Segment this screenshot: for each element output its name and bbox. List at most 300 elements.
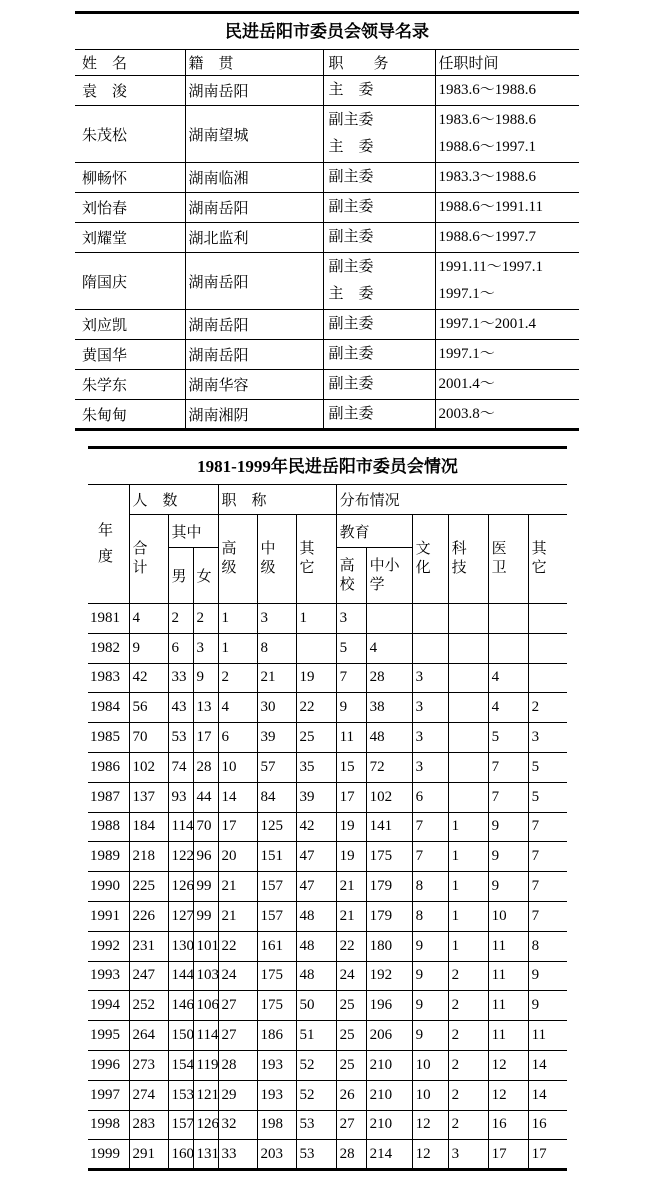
medical-cell: 9: [488, 812, 528, 842]
college-cell: 7: [336, 663, 366, 693]
college-cell: 21: [336, 901, 366, 931]
female-cell: 17: [193, 723, 218, 753]
scitech-cell: [448, 693, 488, 723]
college-cell: 5: [336, 633, 366, 663]
table2-header-row-groups: [88, 485, 567, 515]
other-title-cell: 52: [296, 1050, 336, 1080]
scitech-cell: 2: [448, 1050, 488, 1080]
stats-table-section: [88, 446, 567, 1171]
male-cell: 126: [168, 872, 193, 902]
scitech-cell: 1: [448, 812, 488, 842]
senior-cell: 17: [218, 812, 257, 842]
label-line: 医: [491, 541, 507, 557]
origin-cell: 湖南岳阳: [185, 310, 323, 340]
medical-cell: 9: [488, 842, 528, 872]
stats-row: [88, 872, 567, 902]
duty-cell: [323, 253, 435, 310]
year-cell: 1997: [88, 1080, 129, 1110]
group-header-titles: 职 称: [218, 485, 336, 515]
senior-cell: 10: [218, 752, 257, 782]
table2-title: 1981-1999年民进岳阳市委员会情况: [197, 457, 458, 476]
stats-row: [88, 752, 567, 782]
total-cell: 56: [129, 693, 168, 723]
leadership-table-section: [75, 11, 579, 431]
total-cell: 9: [129, 633, 168, 663]
medical-cell: 11: [488, 961, 528, 991]
male-cell: 122: [168, 842, 193, 872]
middle-cell: 157: [257, 872, 296, 902]
school-cell: 72: [366, 752, 412, 782]
name-cell: 柳畅怀: [75, 163, 185, 193]
middle-cell: 175: [257, 961, 296, 991]
total-cell: 273: [129, 1050, 168, 1080]
senior-cell: 6: [218, 723, 257, 753]
origin-cell: 湖南望城: [185, 106, 323, 163]
duty-cell-line: 副主委: [328, 316, 374, 332]
college-cell: 25: [336, 1050, 366, 1080]
culture-cell: 7: [412, 842, 448, 872]
culture-cell: 10: [412, 1080, 448, 1110]
middle-cell: 3: [257, 604, 296, 634]
stats-row: [88, 1110, 567, 1140]
senior-cell: 33: [218, 1140, 257, 1170]
total-cell: 4: [129, 604, 168, 634]
group-header-population: 人 数: [129, 485, 218, 515]
other-title-cell: 48: [296, 901, 336, 931]
middle-cell: 39: [257, 723, 296, 753]
male-cell: 160: [168, 1140, 193, 1170]
label-line: 合: [132, 541, 148, 557]
other-dist-cell: 2: [528, 693, 567, 723]
culture-cell: 9: [412, 931, 448, 961]
scitech-cell: 1: [448, 872, 488, 902]
year-cell: 1990: [88, 872, 129, 902]
label-line: 它: [531, 560, 547, 576]
scitech-cell: [448, 782, 488, 812]
tenure-cell-line: 2001.4～: [438, 376, 495, 392]
scitech-cell: 2: [448, 991, 488, 1021]
scitech-cell: 1: [448, 901, 488, 931]
female-cell: 119: [193, 1050, 218, 1080]
college-cell: 17: [336, 782, 366, 812]
medical-cell: [488, 633, 528, 663]
col-header-culture: [412, 515, 448, 604]
school-cell: 192: [366, 961, 412, 991]
origin-cell: 湖南临湘: [185, 163, 323, 193]
col-header-total: [129, 515, 168, 604]
label-line: 技: [451, 560, 467, 576]
label-line: 化: [415, 560, 431, 576]
leadership-table: [75, 49, 579, 431]
name-cell: 朱甸甸: [75, 400, 185, 430]
stats-row: [88, 961, 567, 991]
male-cell: 74: [168, 752, 193, 782]
other-title-cell: 47: [296, 872, 336, 902]
total-cell: 231: [129, 931, 168, 961]
other-dist-cell: 7: [528, 842, 567, 872]
culture-cell: 12: [412, 1110, 448, 1140]
male-cell: 130: [168, 931, 193, 961]
culture-cell: [412, 604, 448, 634]
roster-row: [75, 106, 579, 163]
origin-cell: 湖南岳阳: [185, 76, 323, 106]
year-cell: 1998: [88, 1110, 129, 1140]
senior-cell: 28: [218, 1050, 257, 1080]
medical-cell: 5: [488, 723, 528, 753]
label-line: 校: [339, 576, 355, 593]
other-title-cell: 42: [296, 812, 336, 842]
female-cell: 126: [193, 1110, 218, 1140]
year-cell: 1994: [88, 991, 129, 1021]
senior-cell: 24: [218, 961, 257, 991]
scitech-cell: 2: [448, 1110, 488, 1140]
scitech-cell: [448, 604, 488, 634]
col-header-medical: [488, 515, 528, 604]
senior-cell: 2: [218, 663, 257, 693]
school-cell: 141: [366, 812, 412, 842]
school-cell: 210: [366, 1080, 412, 1110]
other-title-cell: 25: [296, 723, 336, 753]
school-cell: 4: [366, 633, 412, 663]
year-cell: 1984: [88, 693, 129, 723]
culture-cell: [412, 633, 448, 663]
female-cell: 9: [193, 663, 218, 693]
middle-cell: 193: [257, 1080, 296, 1110]
female-cell: 114: [193, 1021, 218, 1051]
school-cell: 210: [366, 1110, 412, 1140]
col-header-origin: 籍 贯: [185, 50, 323, 76]
total-cell: 184: [129, 812, 168, 842]
label-line: 高: [339, 557, 355, 574]
stats-row: [88, 1080, 567, 1110]
label-line: 它: [299, 560, 315, 576]
col-header-year: [88, 485, 129, 604]
roster-body: [75, 76, 579, 430]
other-title-cell: 19: [296, 663, 336, 693]
col-header-female: 女: [193, 548, 218, 604]
other-dist-cell: 9: [528, 991, 567, 1021]
male-cell: 146: [168, 991, 193, 1021]
middle-cell: 186: [257, 1021, 296, 1051]
duty-cell-line: 副主委: [328, 229, 374, 245]
duty-cell: [323, 310, 435, 340]
other-dist-cell: 7: [528, 901, 567, 931]
label-line: 中小: [369, 557, 400, 574]
name-cell: 刘怡春: [75, 193, 185, 223]
year-cell: 1982: [88, 633, 129, 663]
other-title-cell: 35: [296, 752, 336, 782]
group-header-bygender: 其中: [168, 515, 218, 548]
stats-body: [88, 604, 567, 1170]
other-title-cell: 48: [296, 931, 336, 961]
senior-cell: 21: [218, 872, 257, 902]
other-dist-cell: 16: [528, 1110, 567, 1140]
school-cell: [366, 604, 412, 634]
culture-cell: 10: [412, 1050, 448, 1080]
school-cell: 175: [366, 842, 412, 872]
tenure-cell: [435, 253, 579, 310]
culture-cell: 9: [412, 1021, 448, 1051]
female-cell: 28: [193, 752, 218, 782]
tenure-cell: [435, 106, 579, 163]
middle-cell: 125: [257, 812, 296, 842]
label-line: 度: [98, 549, 114, 565]
col-header-othertitle: [296, 515, 336, 604]
tenure-cell: [435, 163, 579, 193]
college-cell: 25: [336, 991, 366, 1021]
male-cell: 114: [168, 812, 193, 842]
col-header-name: 姓 名: [75, 50, 185, 76]
roster-row: [75, 340, 579, 370]
total-cell: 42: [129, 663, 168, 693]
middle-cell: 8: [257, 633, 296, 663]
stats-row: [88, 723, 567, 753]
male-cell: 153: [168, 1080, 193, 1110]
label-line: 科: [451, 541, 467, 557]
col-header-duty: 职 务: [323, 50, 435, 76]
school-cell: 180: [366, 931, 412, 961]
senior-cell: 20: [218, 842, 257, 872]
col-header-school: [366, 548, 412, 604]
other-dist-cell: 7: [528, 872, 567, 902]
other-title-cell: 52: [296, 1080, 336, 1110]
college-cell: 27: [336, 1110, 366, 1140]
senior-cell: 1: [218, 604, 257, 634]
roster-row: [75, 76, 579, 106]
culture-cell: 8: [412, 872, 448, 902]
label-line: 文: [415, 541, 431, 557]
total-cell: 247: [129, 961, 168, 991]
duty-cell: [323, 400, 435, 430]
total-cell: 274: [129, 1080, 168, 1110]
duty-cell-line: 副主委: [328, 169, 374, 185]
origin-cell: 湖南华容: [185, 370, 323, 400]
tenure-cell: [435, 193, 579, 223]
total-cell: 225: [129, 872, 168, 902]
col-header-scitech: [448, 515, 488, 604]
year-cell: 1983: [88, 663, 129, 693]
other-dist-cell: 11: [528, 1021, 567, 1051]
roster-row: [75, 400, 579, 430]
female-cell: 121: [193, 1080, 218, 1110]
tenure-cell-line: 1988.6～1991.11: [438, 199, 543, 215]
female-cell: 103: [193, 961, 218, 991]
roster-row: [75, 163, 579, 193]
medical-cell: [488, 604, 528, 634]
other-dist-cell: [528, 604, 567, 634]
other-dist-cell: 3: [528, 723, 567, 753]
college-cell: 21: [336, 872, 366, 902]
scitech-cell: 2: [448, 961, 488, 991]
medical-cell: 11: [488, 1021, 528, 1051]
total-cell: 226: [129, 901, 168, 931]
scitech-cell: 1: [448, 931, 488, 961]
female-cell: 99: [193, 872, 218, 902]
total-cell: 252: [129, 991, 168, 1021]
college-cell: 19: [336, 842, 366, 872]
col-header-tenure: 任职时间: [435, 50, 579, 76]
other-title-cell: 53: [296, 1110, 336, 1140]
middle-cell: 84: [257, 782, 296, 812]
other-dist-cell: 5: [528, 752, 567, 782]
label-line: 中: [260, 541, 276, 557]
school-cell: 102: [366, 782, 412, 812]
name-cell: 刘应凯: [75, 310, 185, 340]
other-dist-cell: [528, 663, 567, 693]
year-cell: 1981: [88, 604, 129, 634]
medical-cell: 10: [488, 901, 528, 931]
tenure-cell-line: 1983.6～1988.6: [438, 112, 537, 128]
duty-cell: [323, 76, 435, 106]
name-cell: 黄国华: [75, 340, 185, 370]
other-title-cell: [296, 633, 336, 663]
stats-row: [88, 782, 567, 812]
other-dist-cell: 9: [528, 961, 567, 991]
label-line: 计: [132, 560, 148, 576]
stats-row: [88, 604, 567, 634]
name-cell: 隋国庆: [75, 253, 185, 310]
scitech-cell: 1: [448, 842, 488, 872]
other-title-cell: 39: [296, 782, 336, 812]
senior-cell: 4: [218, 693, 257, 723]
school-cell: 179: [366, 872, 412, 902]
origin-cell: 湖南岳阳: [185, 340, 323, 370]
tenure-cell: [435, 223, 579, 253]
male-cell: 93: [168, 782, 193, 812]
medical-cell: 16: [488, 1110, 528, 1140]
year-cell: 1992: [88, 931, 129, 961]
name-cell: 朱学东: [75, 370, 185, 400]
school-cell: 196: [366, 991, 412, 1021]
label-line: 级: [221, 560, 237, 576]
duty-cell-line: 副主委: [328, 259, 374, 275]
other-title-cell: 50: [296, 991, 336, 1021]
school-cell: 210: [366, 1050, 412, 1080]
other-title-cell: 22: [296, 693, 336, 723]
college-cell: 22: [336, 931, 366, 961]
total-cell: 70: [129, 723, 168, 753]
middle-cell: 21: [257, 663, 296, 693]
roster-row: [75, 253, 579, 310]
duty-cell: [323, 106, 435, 163]
name-cell: 袁 浚: [75, 76, 185, 106]
stats-row: [88, 812, 567, 842]
medical-cell: 17: [488, 1140, 528, 1170]
college-cell: 24: [336, 961, 366, 991]
duty-cell: [323, 163, 435, 193]
school-cell: 28: [366, 663, 412, 693]
duty-cell-line: 主 委: [328, 286, 374, 302]
male-cell: 33: [168, 663, 193, 693]
duty-cell-line: 副主委: [328, 376, 374, 392]
col-header-college: [336, 548, 366, 604]
culture-cell: 3: [412, 663, 448, 693]
roster-row: [75, 193, 579, 223]
duty-cell: [323, 370, 435, 400]
other-dist-cell: 17: [528, 1140, 567, 1170]
culture-cell: 9: [412, 961, 448, 991]
college-cell: 19: [336, 812, 366, 842]
culture-cell: 12: [412, 1140, 448, 1170]
male-cell: 144: [168, 961, 193, 991]
scitech-cell: [448, 752, 488, 782]
college-cell: 9: [336, 693, 366, 723]
duty-cell-line: 副主委: [328, 405, 374, 422]
stats-row: [88, 693, 567, 723]
year-cell: 1996: [88, 1050, 129, 1080]
year-cell: 1988: [88, 812, 129, 842]
tenure-cell: [435, 340, 579, 370]
middle-cell: 161: [257, 931, 296, 961]
other-title-cell: 47: [296, 842, 336, 872]
scitech-cell: [448, 663, 488, 693]
group-header-education: 教育: [336, 515, 412, 548]
senior-cell: 1: [218, 633, 257, 663]
college-cell: 28: [336, 1140, 366, 1170]
origin-cell: 湖北监利: [185, 223, 323, 253]
col-header-middle: [257, 515, 296, 604]
middle-cell: 193: [257, 1050, 296, 1080]
origin-cell: 湖南岳阳: [185, 253, 323, 310]
senior-cell: 21: [218, 901, 257, 931]
other-title-cell: 51: [296, 1021, 336, 1051]
other-title-cell: 1: [296, 604, 336, 634]
col-header-senior: [218, 515, 257, 604]
other-dist-cell: 8: [528, 931, 567, 961]
year-cell: 1987: [88, 782, 129, 812]
tenure-cell-line: 2003.8～: [438, 405, 495, 422]
total-cell: 283: [129, 1110, 168, 1140]
other-dist-cell: 7: [528, 812, 567, 842]
female-cell: 2: [193, 604, 218, 634]
tenure-cell-line: 1997.1～2001.4: [438, 316, 537, 332]
stats-row: [88, 1021, 567, 1051]
roster-row: [75, 310, 579, 340]
year-cell: 1986: [88, 752, 129, 782]
stats-table: [88, 484, 567, 1171]
label-line: 其: [531, 541, 547, 557]
medical-cell: 12: [488, 1050, 528, 1080]
female-cell: 44: [193, 782, 218, 812]
total-cell: 291: [129, 1140, 168, 1170]
duty-cell-line: 主 委: [328, 139, 374, 155]
table1-header-row: [75, 50, 579, 76]
origin-cell: 湖南湘阴: [185, 400, 323, 430]
roster-row: [75, 223, 579, 253]
tenure-cell: [435, 370, 579, 400]
culture-cell: 3: [412, 752, 448, 782]
female-cell: 70: [193, 812, 218, 842]
table1-title: 民进岳阳市委员会领导名录: [225, 22, 429, 41]
male-cell: 127: [168, 901, 193, 931]
female-cell: 13: [193, 693, 218, 723]
duty-cell-line: 副主委: [328, 346, 374, 362]
year-cell: 1991: [88, 901, 129, 931]
male-cell: 43: [168, 693, 193, 723]
middle-cell: 198: [257, 1110, 296, 1140]
scitech-cell: [448, 723, 488, 753]
other-dist-cell: 5: [528, 782, 567, 812]
stats-row: [88, 991, 567, 1021]
label-line: 高: [221, 541, 237, 557]
scitech-cell: 2: [448, 1080, 488, 1110]
name-cell: 刘耀堂: [75, 223, 185, 253]
total-cell: 102: [129, 752, 168, 782]
total-cell: 264: [129, 1021, 168, 1051]
tenure-cell: [435, 400, 579, 430]
tenure-cell-line: 1988.6～1997.7: [438, 229, 537, 245]
total-cell: 218: [129, 842, 168, 872]
